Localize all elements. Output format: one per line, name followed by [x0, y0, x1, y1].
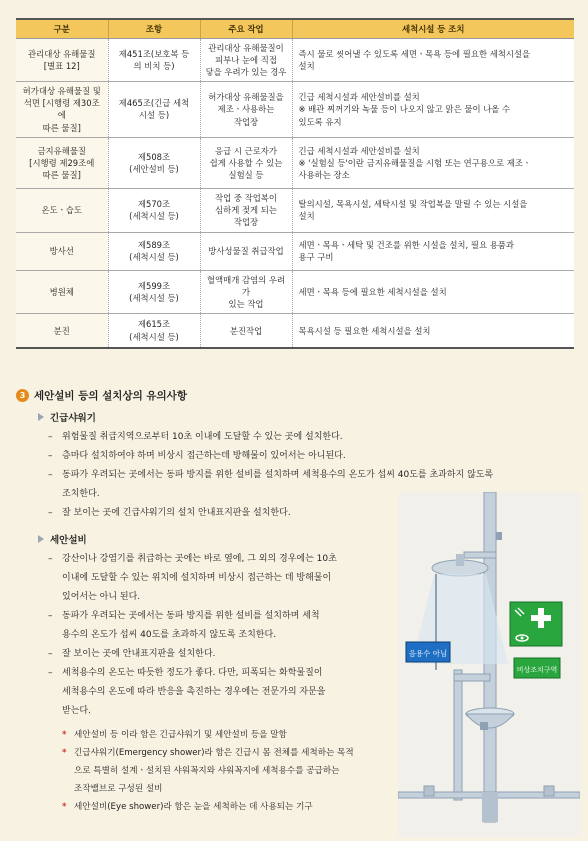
subheading-eyewash-title: 세안설비: [50, 535, 87, 546]
row-action-cell: 긴급 세척시설과 세안설비를 설치 ※ '실험실 등'이란 금지유해물질을 시험 또는 연구용으로 제조ㆍ 사용하는 장소: [292, 137, 574, 188]
row-clause-cell: 제589조 (세척시설 등): [108, 232, 200, 270]
definition-note-item: * 긴급샤워기(Emergency shower)라 함은 긴급시 몸 전체를 세척하는 목적 으로 특별히 설계ㆍ설치된 샤워꼭지와 샤워꼭지에 세척용수를 공급하는 조작밸브로 구성된 설비: [62, 744, 402, 798]
row-category-cell: 분진: [16, 314, 108, 348]
row-action-cell: 목욕시설 등 필요한 세척시설을 설치: [292, 314, 574, 348]
shower-arm: [464, 552, 496, 558]
row-work-cell: 응급 시 근로자가 쉽게 사용할 수 있는 실험실 등: [200, 137, 292, 188]
pipe-valve: [544, 786, 554, 796]
cross-icon-horizontal: [531, 615, 551, 621]
row-clause-cell: 제615조 (세척시설 등): [108, 314, 200, 348]
row-clause-cell: 제508조 (세안설비 등): [108, 137, 200, 188]
emergency-zone-text: 비상조치구역: [516, 666, 558, 674]
triangle-bullet-icon: [38, 535, 44, 543]
shower-guideline-item: – 잘 보이는 곳에 긴급샤워기의 설치 안내표지판을 설치한다.: [48, 504, 568, 523]
header-category: 구분: [16, 19, 108, 38]
table-row: [16, 314, 574, 348]
table-row: [16, 188, 574, 232]
row-category-cell: 온도ㆍ습도: [16, 188, 108, 232]
eyewash-guideline-item: – 동파가 우려되는 곳에서는 동파 방지를 위한 설비를 설치하며 세척 용수의 온도가 섭씨 40도를 초과하지 않도록 조치한다.: [48, 607, 393, 645]
eye-pupil-icon: [521, 637, 524, 640]
row-work-cell: 방사성물질 취급작업: [200, 232, 292, 270]
supply-pipe: [454, 670, 462, 800]
table-row: [16, 232, 574, 270]
shower-head-neck: [456, 554, 464, 566]
table-header-row: [16, 19, 574, 38]
header-clause: 조항: [108, 19, 200, 38]
definition-note-item: * 세안설비 등 이라 함은 긴급샤워기 및 세안설비 등을 말함: [62, 726, 402, 744]
row-action-cell: 세면ㆍ목욕ㆍ세탁 및 건조를 위한 시설을 설치, 필요 용품과 용구 구비: [292, 232, 574, 270]
row-category-cell: 금지유해물질 [시행령 제29조에 따른 물질]: [16, 137, 108, 188]
row-work-cell: 허가대상 유해물질을 제조ㆍ사용하는 작업장: [200, 82, 292, 138]
table-row: [16, 82, 574, 138]
header-work: 주요 작업: [200, 19, 292, 38]
pipe-joint: [496, 532, 502, 540]
subheading-shower-title: 긴급샤워기: [50, 413, 96, 424]
section-title: 세안설비 등의 설치상의 유의사항: [34, 390, 187, 402]
section-heading: [16, 388, 187, 403]
row-action-cell: 탈의시설, 목욕시설, 세탁시설 및 작업복을 말릴 수 있는 시설을 설치: [292, 188, 574, 232]
table-row: [16, 137, 574, 188]
row-work-cell: 작업 중 작업복이 심하게 젖게 되는 작업장: [200, 188, 292, 232]
row-category-cell: 허가대상 유해물질 및 석면 [시행령 제30조에 따른 물질]: [16, 82, 108, 138]
section-number-badge: 3: [16, 389, 29, 402]
row-work-cell: 혈액매개 감염의 우려가 있는 작업: [200, 270, 292, 314]
washing-facility-table: [16, 18, 574, 349]
definition-notes: [62, 726, 402, 816]
emergency-shower-illustration: [398, 492, 580, 837]
floor-base: [482, 792, 498, 822]
subheading-shower: [38, 410, 96, 424]
eyewash-guideline-item: – 강산이나 강염기를 취급하는 곳에는 바로 옆에, 그 외의 경우에는 10초 이내에 도달할 수 있는 위치에 설치하며 비상시 접근하는 데 방해물이 있어서는 아니 된다.: [48, 550, 393, 607]
row-work-cell: 관리대상 유해물질이 피부나 눈에 직접 닿을 우려가 있는 경우: [200, 38, 292, 82]
row-work-cell: 분진작업: [200, 314, 292, 348]
table-row: [16, 38, 574, 82]
shower-guideline-item: – 동파가 우려되는 곳에서는 동파 방지를 위한 설비를 설치하며 세척용수의 온도가 섭씨 40도를 초과하지 않도록 조치한다.: [48, 466, 568, 504]
row-action-cell: 즉시 물로 씻어낼 수 있도록 세면ㆍ목욕 등에 필요한 세척시설을 설치: [292, 38, 574, 82]
potable-sign-text: 음용수 아님: [408, 649, 448, 658]
table-row: [16, 270, 574, 314]
row-category-cell: 병원체: [16, 270, 108, 314]
table-body: [16, 38, 574, 348]
row-action-cell: 긴급 세척시설과 세안설비를 설치 ※ 배관 찌꺼기와 녹물 등이 나오지 않고 맑은 물이 나올 수 있도록 유지: [292, 82, 574, 138]
row-clause-cell: 제570조 (세척시설 등): [108, 188, 200, 232]
connector-pipe: [454, 674, 490, 681]
header-action: 세척시설 등 조치: [292, 19, 574, 38]
row-clause-cell: 제451조(보호복 등 의 비치 등): [108, 38, 200, 82]
row-category-cell: 관리대상 유해물질 [별표 12]: [16, 38, 108, 82]
row-action-cell: 세면ㆍ목욕 등에 필요한 세척시설을 설치: [292, 270, 574, 314]
eyewash-guideline-list: [48, 550, 393, 721]
pipe-valve: [424, 786, 434, 796]
eyewash-valve: [480, 722, 488, 730]
shower-guideline-item: – 층마다 설치하여야 하며 비상시 접근하는데 방해물이 있어서는 아니된다.: [48, 447, 568, 466]
row-clause-cell: 제465조(긴급 세척 시설 등): [108, 82, 200, 138]
eyewash-guideline-item: – 세척용수의 온도는 따듯한 정도가 좋다. 다만, 피폭되는 화학물질이 세척용수의 온도에 따라 반응을 촉진하는 경우에는 전문가의 자문을 받는다.: [48, 664, 393, 721]
triangle-bullet-icon: [38, 413, 44, 421]
shower-guideline-item: – 위험물질 취급지역으로부터 10초 이내에 도달할 수 있는 곳에 설치한다.: [48, 428, 568, 447]
row-category-cell: 방사선: [16, 232, 108, 270]
definition-note-item: * 세안설비(Eye shower)라 함은 눈을 세척하는 데 사용되는 기구: [62, 798, 402, 816]
row-clause-cell: 제599조 (세척시설 등): [108, 270, 200, 314]
subheading-eyewash: [38, 532, 87, 546]
eyewash-guideline-item: – 잘 보이는 곳에 안내표지판을 설치한다.: [48, 645, 393, 664]
